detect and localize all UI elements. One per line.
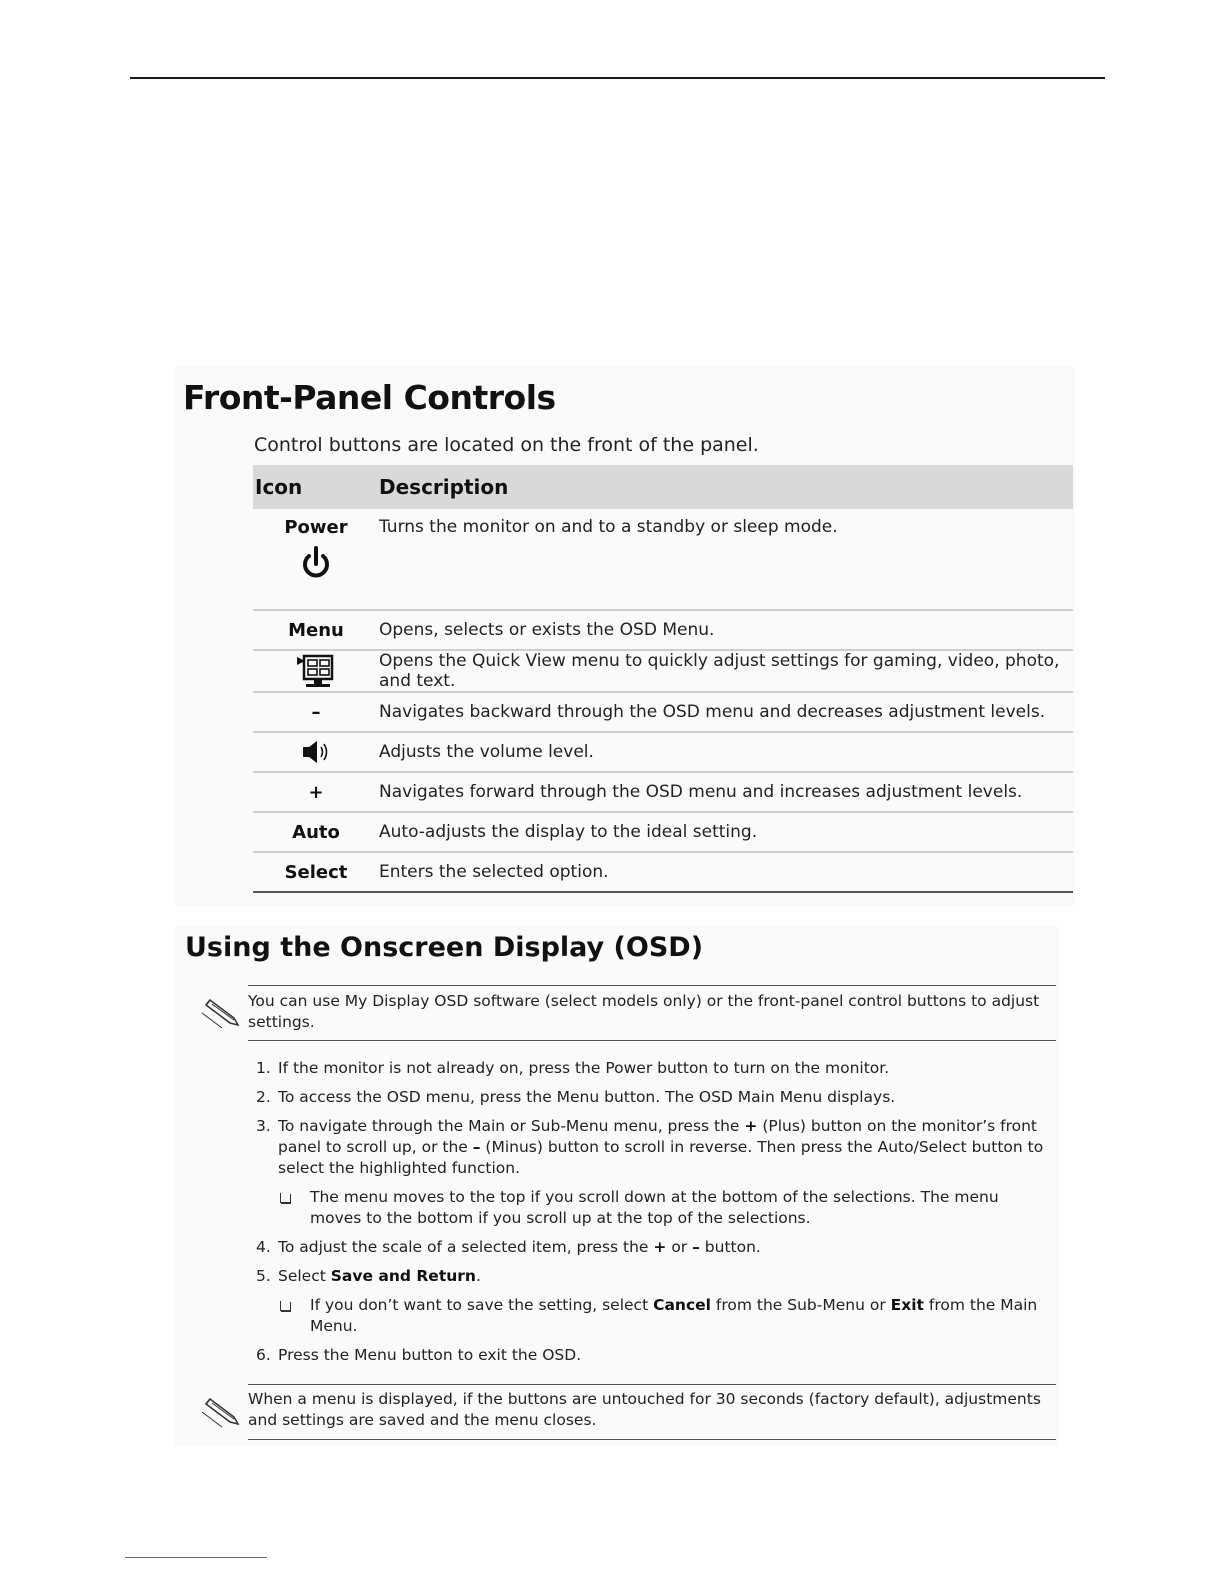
step-number: 5. [256,1267,271,1285]
subitem-text: If you don’t want to save the setting, select Cancel from the Sub-Menu or Exit from the Main Menu. [310,1296,1038,1335]
table-row [253,852,1073,892]
step-number: 6. [256,1346,271,1364]
plus-label: + [253,772,379,812]
step-subitem [278,1187,1054,1229]
table-row [253,732,1073,772]
step-number: 4. [256,1238,271,1256]
power-icon [298,544,334,584]
select-label: Select [253,852,379,892]
step-text: To adjust the scale of a selected item, press the + or – button. [278,1238,761,1256]
step-item [254,1116,1054,1229]
quick-view-description: Opens the Quick View menu to quickly adjust settings for gaming, video, photo, and text. [379,650,1073,692]
note-2 [200,1384,1056,1440]
footer-link-underline [125,1557,267,1558]
step-item [254,1058,1054,1079]
power-description: Turns the monitor on and to a standby or sleep mode. [379,509,1073,610]
checkbox-bullet-icon [280,1301,290,1311]
note-1 [200,985,1056,1041]
controls-table [253,465,1073,893]
note-1-text: You can use My Display OSD software (select models only) or the front-panel control buttons to adjust settings. [248,992,1040,1031]
step-subitem [278,1295,1054,1337]
menu-label: Menu [253,610,379,650]
power-label: Power [284,517,348,538]
table-row [253,692,1073,732]
note-rule [248,1384,1056,1385]
step-item [254,1266,1054,1337]
plus-description: Navigates forward through the OSD menu and increases adjustment levels. [379,772,1073,812]
step-number: 3. [256,1117,271,1135]
step-text: Press the Menu button to exit the OSD. [278,1346,582,1364]
select-description: Enters the selected option. [379,852,1073,892]
note-2-text: When a menu is displayed, if the buttons are untouched for 30 seconds (factory default), adjustments and settings are saved and the menu closes. [248,1390,1041,1429]
quick-view-cell [253,650,379,692]
auto-description: Auto-adjusts the display to the ideal setting. [379,812,1073,852]
table-row [253,509,1073,610]
step-text: Select Save and Return. [278,1267,481,1285]
step-item [254,1237,1054,1258]
step-text: To navigate through the Main or Sub-Menu menu, press the + (Plus) button on the monitor’s front panel to scroll up, or the – (Minus) button to scroll in reverse. Then press the Auto/Select button to select the highlighted function. [278,1117,1044,1177]
checkbox-bullet-icon [280,1193,290,1203]
subitem-text: The menu moves to the top if you scroll down at the bottom of the selections. The menu moves to the bottom if you scroll up at the top of the selections. [310,1188,999,1227]
volume-cell [253,732,379,772]
step-item [254,1345,1054,1366]
front-panel-heading: Front-Panel Controls [183,378,556,417]
note-rule [248,1040,1056,1041]
header-rule [130,77,1105,79]
table-row [253,772,1073,812]
note-rule [248,985,1056,986]
step-item [254,1087,1054,1108]
osd-steps [254,1058,1054,1374]
menu-description: Opens, selects or exists the OSD Menu. [379,610,1073,650]
auto-label: Auto [253,812,379,852]
minus-description: Navigates backward through the OSD menu and decreases adjustment levels. [379,692,1073,732]
power-cell [253,509,379,610]
step-number: 2. [256,1088,271,1106]
table-row [253,650,1073,692]
volume-description: Adjusts the volume level. [379,732,1073,772]
osd-heading: Using the Onscreen Display (OSD) [185,932,704,963]
note-rule [248,1439,1056,1440]
minus-label: – [253,692,379,732]
step-number: 1. [256,1059,271,1077]
volume-icon [300,738,332,766]
table-header-row [253,465,1073,509]
note-pencil-icon [200,997,244,1031]
table-row [253,812,1073,852]
table-row [253,610,1073,650]
step-text: If the monitor is not already on, press the Power button to turn on the monitor. [278,1059,890,1077]
quick-view-icon [295,653,337,689]
front-panel-intro: Control buttons are located on the front of the panel. [254,434,759,456]
description-column-header: Description [379,465,1073,509]
note-pencil-icon [200,1396,244,1430]
icon-column-header: Icon [253,465,379,509]
step-text: To access the OSD menu, press the Menu button. The OSD Main Menu displays. [278,1088,896,1106]
